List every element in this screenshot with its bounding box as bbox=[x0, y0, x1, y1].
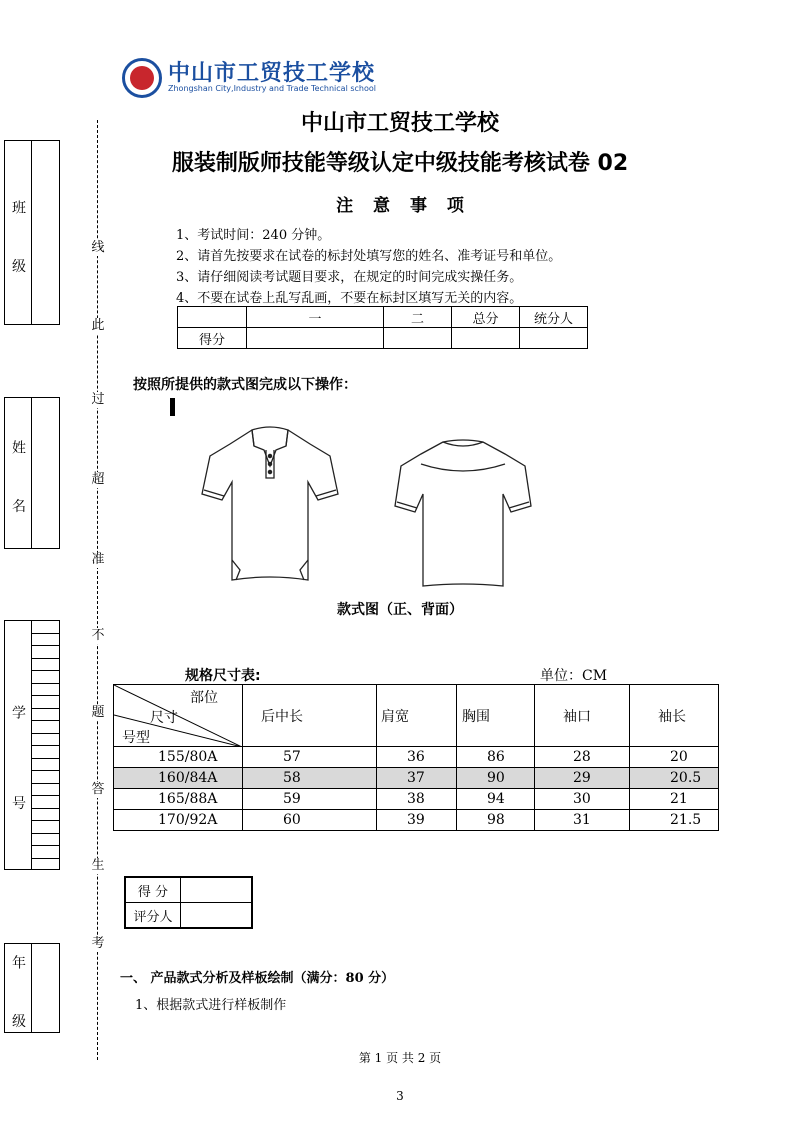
spec-row bbox=[114, 747, 719, 768]
id-grid-line bbox=[31, 745, 60, 746]
grader-table bbox=[124, 876, 253, 929]
seal-char: 准 bbox=[91, 552, 105, 567]
student-id-label: 学 号 bbox=[10, 705, 26, 846]
polo-front-illustration bbox=[200, 420, 340, 592]
spec-value: 21 bbox=[630, 789, 719, 810]
spec-value: 20 bbox=[630, 747, 719, 768]
score-cell bbox=[452, 328, 520, 349]
score-table bbox=[177, 306, 588, 349]
spec-size: 160/84A bbox=[114, 768, 243, 789]
spec-column-header: 胸围 bbox=[457, 685, 535, 747]
name-box-divider bbox=[31, 397, 32, 549]
id-grid-line bbox=[31, 858, 60, 859]
id-grid-line bbox=[31, 808, 60, 809]
spec-value: 38 bbox=[377, 789, 457, 810]
class-label: 班 级 bbox=[10, 200, 26, 293]
id-grid-line bbox=[31, 720, 60, 721]
page-footer: 第 1 页 共 2 页 bbox=[358, 1051, 442, 1065]
seal-char: 生 bbox=[91, 858, 105, 873]
id-grid-line bbox=[31, 820, 60, 821]
page-number: 3 bbox=[396, 1089, 404, 1103]
id-grid-line bbox=[31, 658, 60, 659]
spec-value: 98 bbox=[457, 810, 535, 831]
score-header bbox=[178, 307, 247, 328]
spec-value: 39 bbox=[377, 810, 457, 831]
notice-heading: 注 意 事 项 bbox=[336, 196, 464, 216]
spec-size: 165/88A bbox=[114, 789, 243, 810]
id-grid-line bbox=[31, 708, 60, 709]
score-cell bbox=[520, 328, 588, 349]
spec-value: 20.5 bbox=[630, 768, 719, 789]
polo-back-illustration bbox=[393, 436, 533, 592]
spec-value: 30 bbox=[535, 789, 630, 810]
id-grid-line bbox=[31, 683, 60, 684]
spec-corner-cell bbox=[114, 685, 243, 747]
seal-char: 超 bbox=[91, 472, 105, 487]
spec-value: 21.5 bbox=[630, 810, 719, 831]
score-row-label: 得分 bbox=[178, 328, 247, 349]
figure-caption: 款式图（正、背面） bbox=[337, 602, 463, 618]
spec-row bbox=[114, 789, 719, 810]
spec-value: 90 bbox=[457, 768, 535, 789]
id-grid-line bbox=[31, 645, 60, 646]
spec-value: 59 bbox=[243, 789, 377, 810]
notice-item: 2、请首先按要求在试卷的标封处填写您的姓名、准考证号和单位。 bbox=[176, 249, 562, 264]
grader-name-cell bbox=[181, 903, 253, 929]
id-grid-line bbox=[31, 770, 60, 771]
score-cell bbox=[384, 328, 452, 349]
spec-value: 29 bbox=[535, 768, 630, 789]
section1-subtitle: 1、根据款式进行样板制作 bbox=[135, 998, 287, 1013]
seal-char: 考 bbox=[91, 936, 105, 951]
spec-value: 57 bbox=[243, 747, 377, 768]
spec-size: 155/80A bbox=[114, 747, 243, 768]
grader-score-cell bbox=[181, 877, 253, 903]
spec-size: 170/92A bbox=[114, 810, 243, 831]
section1-title: 一、 产品款式分析及样板绘制（满分：80 分） bbox=[120, 971, 395, 986]
school-title: 中山市工贸技工学校 bbox=[300, 111, 499, 136]
grader-name-label: 评分人 bbox=[125, 903, 181, 929]
grade-box-divider bbox=[31, 943, 32, 1033]
score-header: 一 bbox=[247, 307, 384, 328]
name-label: 姓 名 bbox=[10, 440, 26, 533]
notice-item: 4、不要在试卷上乱写乱画，不要在标封区填写无关的内容。 bbox=[176, 291, 523, 306]
logo-school-name: 中山市工贸技工学校 bbox=[168, 60, 376, 86]
student-id-grid bbox=[31, 620, 60, 870]
id-grid-line bbox=[31, 633, 60, 634]
spec-table-title: 规格尺寸表: bbox=[185, 668, 261, 684]
spec-table-unit: 单位：CM bbox=[540, 668, 608, 684]
logo-school-name-en: Zhongshan City,Industry and Trade Technical school bbox=[168, 84, 376, 93]
corner-label-model: 号型 bbox=[122, 730, 150, 746]
grade-label: 年 级 bbox=[10, 955, 26, 1048]
spec-column-header: 袖长 bbox=[630, 685, 719, 747]
corner-label-part: 部位 bbox=[190, 690, 218, 706]
text-cursor-marker bbox=[170, 398, 175, 416]
spec-value: 31 bbox=[535, 810, 630, 831]
id-grid-line bbox=[31, 833, 60, 834]
id-grid-line bbox=[31, 783, 60, 784]
id-grid-line bbox=[31, 845, 60, 846]
spec-value: 94 bbox=[457, 789, 535, 810]
grader-score-label: 得 分 bbox=[125, 877, 181, 903]
corner-label-size: 尺寸 bbox=[150, 710, 178, 726]
spec-row-highlighted bbox=[114, 768, 719, 789]
spec-value: 60 bbox=[243, 810, 377, 831]
id-grid-line bbox=[31, 733, 60, 734]
spec-value: 37 bbox=[377, 768, 457, 789]
seal-dashed-line bbox=[97, 120, 98, 1060]
spec-table bbox=[113, 684, 719, 831]
seal-char: 答 bbox=[91, 782, 105, 797]
seal-char: 过 bbox=[91, 392, 105, 407]
seal-char: 线 bbox=[91, 240, 105, 255]
notice-item: 1、考试时间：240 分钟。 bbox=[176, 228, 331, 243]
seal-char: 题 bbox=[91, 705, 105, 720]
id-grid-line bbox=[31, 795, 60, 796]
spec-row bbox=[114, 810, 719, 831]
spec-column-header: 袖口 bbox=[535, 685, 630, 747]
score-header: 总分 bbox=[452, 307, 520, 328]
spec-column-header: 肩宽 bbox=[377, 685, 457, 747]
spec-value: 86 bbox=[457, 747, 535, 768]
spec-value: 36 bbox=[377, 747, 457, 768]
exam-title: 服装制版师技能等级认定中级技能考核试卷 02 bbox=[171, 151, 629, 176]
instruction: 按照所提供的款式图完成以下操作： bbox=[133, 377, 357, 393]
score-header: 统分人 bbox=[520, 307, 588, 328]
score-cell bbox=[247, 328, 384, 349]
id-grid-line bbox=[31, 695, 60, 696]
seal-char: 不 bbox=[91, 628, 105, 643]
id-grid-line bbox=[31, 758, 60, 759]
school-logo-emblem bbox=[130, 66, 154, 90]
seal-char: 此 bbox=[91, 318, 105, 333]
id-grid-line bbox=[31, 670, 60, 671]
notice-item: 3、请仔细阅读考试题目要求，在规定的时间完成实操任务。 bbox=[176, 270, 523, 285]
score-header: 二 bbox=[384, 307, 452, 328]
spec-value: 28 bbox=[535, 747, 630, 768]
spec-column-header: 后中长 bbox=[243, 685, 377, 747]
spec-value: 58 bbox=[243, 768, 377, 789]
